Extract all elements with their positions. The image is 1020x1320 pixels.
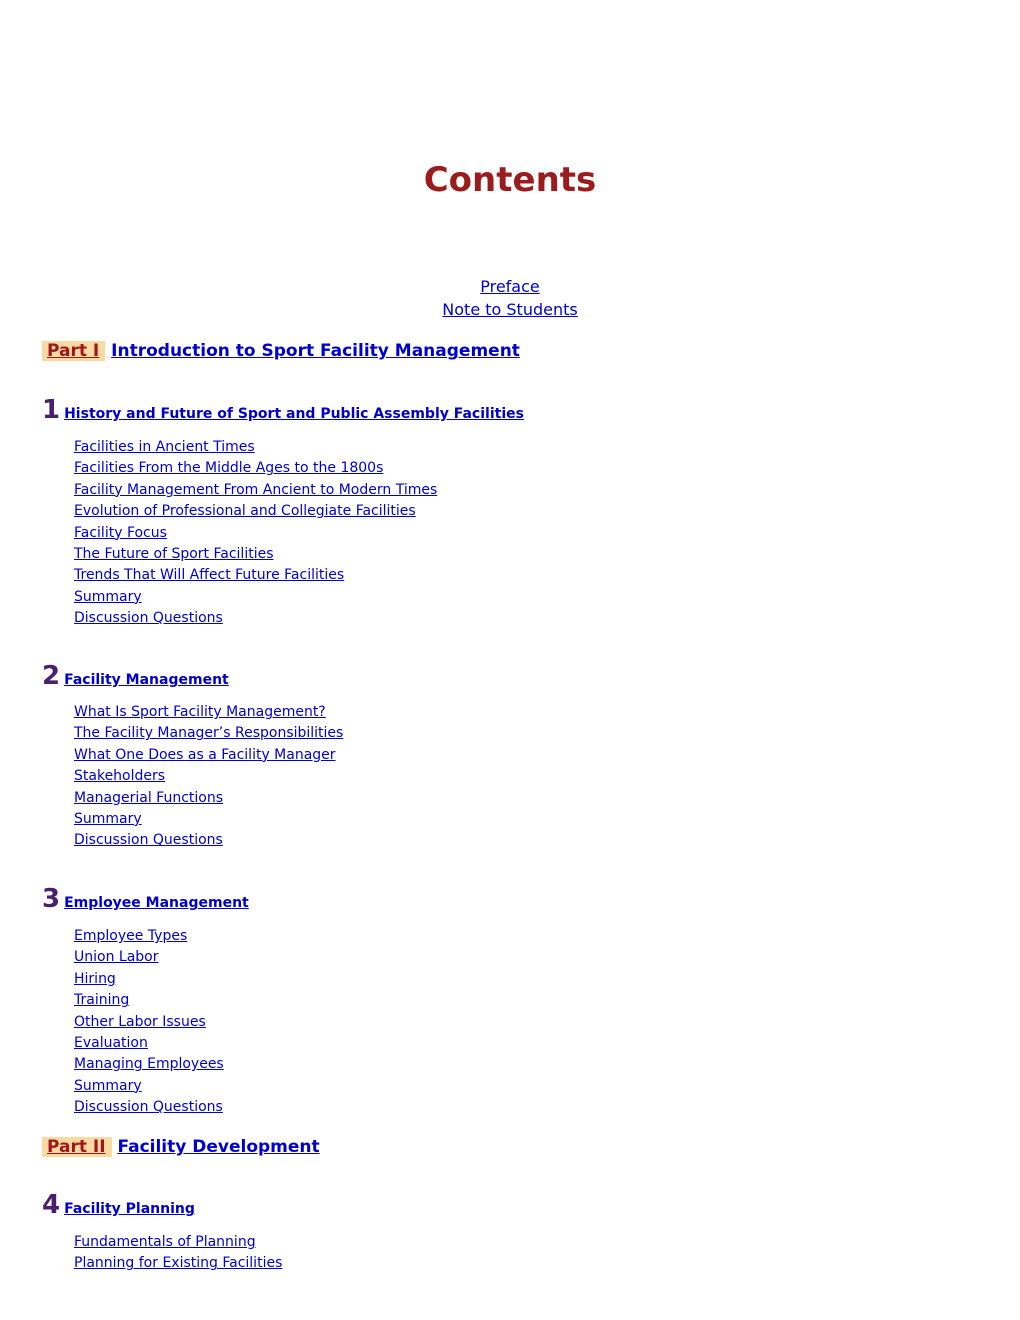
list-item	[74, 523, 437, 544]
list-item	[74, 608, 437, 629]
section-link[interactable]: Summary	[74, 810, 142, 827]
part-heading-1	[42, 339, 520, 363]
section-link[interactable]: Other Labor Issues	[74, 1013, 206, 1030]
list-item	[74, 788, 343, 809]
section-link[interactable]: Evolution of Professional and Collegiate Facilities	[74, 503, 416, 520]
chapter-1-section-list	[74, 437, 437, 630]
list-item	[74, 947, 224, 968]
part-label[interactable]: Part I	[42, 341, 105, 361]
chapter-number: 2	[42, 661, 61, 691]
section-link[interactable]: Evaluation	[74, 1034, 148, 1051]
list-item	[74, 1097, 224, 1118]
list-item	[74, 480, 437, 501]
preface-link[interactable]: Preface	[480, 277, 540, 296]
list-item	[74, 544, 437, 565]
section-link[interactable]: Planning for Existing Facilities	[74, 1255, 283, 1272]
chapter-title-link[interactable]: Facility Planning	[64, 1201, 195, 1217]
section-link[interactable]: Discussion Questions	[74, 610, 223, 627]
section-link[interactable]: Trends That Will Affect Future Facilities	[74, 567, 345, 584]
list-item	[74, 458, 437, 479]
chapter-title-link[interactable]: History and Future of Sport and Public Assembly Facilities	[64, 406, 524, 422]
section-link[interactable]: The Future of Sport Facilities	[74, 545, 274, 562]
part-label[interactable]: Part II	[42, 1137, 112, 1157]
list-item	[74, 565, 437, 586]
part-title-link[interactable]: Facility Development	[117, 1137, 320, 1157]
chapter-2-section-list	[74, 702, 343, 852]
list-item	[74, 830, 343, 851]
list-item	[74, 1253, 282, 1274]
list-item	[74, 766, 343, 787]
section-link[interactable]: Facilities in Ancient Times	[74, 439, 255, 455]
part-title-link[interactable]: Introduction to Sport Facility Management	[111, 341, 520, 361]
list-item	[74, 990, 224, 1011]
list-item	[74, 809, 343, 830]
section-link[interactable]: Facility Focus	[74, 524, 167, 541]
section-link[interactable]: Summary	[74, 1077, 142, 1094]
list-item	[74, 1012, 224, 1033]
list-item	[74, 926, 224, 947]
part-heading-2	[42, 1135, 320, 1159]
list-item	[74, 1232, 282, 1253]
page-title: Contents	[423, 160, 597, 200]
section-link[interactable]: Stakeholders	[74, 768, 166, 785]
list-item	[74, 501, 437, 522]
section-link[interactable]: Discussion Questions	[74, 832, 223, 849]
section-link[interactable]: Employee Types	[74, 928, 188, 944]
section-link[interactable]: Hiring	[74, 970, 116, 987]
section-link[interactable]: What Is Sport Facility Management?	[74, 704, 326, 720]
section-link[interactable]: Discussion Questions	[74, 1099, 223, 1116]
list-item	[74, 587, 437, 608]
chapter-heading-1	[42, 395, 524, 429]
section-link[interactable]: The Facility Manager’s Responsibilities	[74, 725, 344, 742]
section-link[interactable]: Managerial Functions	[74, 789, 224, 806]
section-link[interactable]: Summary	[74, 588, 142, 605]
section-link[interactable]: Union Labor	[74, 949, 159, 966]
chapter-number: 3	[42, 884, 61, 914]
list-item	[74, 969, 224, 990]
chapter-title-link[interactable]: Employee Management	[64, 895, 249, 911]
section-link[interactable]: Facility Management From Ancient to Modern Times	[74, 481, 438, 498]
chapter-4-section-list	[74, 1232, 282, 1275]
chapter-heading-2	[42, 661, 229, 695]
note-to-students-link[interactable]: Note to Students	[442, 300, 578, 319]
list-item	[74, 1076, 224, 1097]
chapter-title-link[interactable]: Facility Management	[64, 672, 229, 688]
chapter-heading-3	[42, 884, 249, 918]
list-item	[74, 723, 343, 744]
chapter-number: 1	[42, 395, 61, 425]
list-item	[74, 1033, 224, 1054]
section-link[interactable]: Fundamentals of Planning	[74, 1234, 256, 1250]
chapter-3-section-list	[74, 926, 224, 1119]
front-matter	[0, 275, 1020, 321]
section-link[interactable]: What One Does as a Facility Manager	[74, 746, 336, 763]
list-item	[74, 1054, 224, 1075]
section-link[interactable]: Managing Employees	[74, 1056, 224, 1073]
list-item	[74, 437, 437, 458]
section-link[interactable]: Facilities From the Middle Ages to the 1800s	[74, 460, 384, 477]
list-item	[74, 745, 343, 766]
chapter-heading-4	[42, 1190, 195, 1224]
list-item	[74, 702, 343, 723]
section-link[interactable]: Training	[74, 992, 130, 1009]
chapter-number: 4	[42, 1190, 61, 1220]
